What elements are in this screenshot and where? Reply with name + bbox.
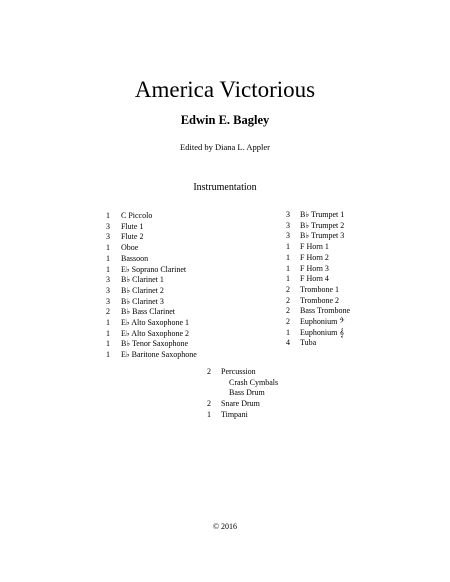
instrument-row <box>106 318 197 329</box>
instrument-name: Trombone 1 <box>300 284 340 294</box>
composer-name: Edwin E. Bagley <box>180 113 270 127</box>
instrument-name: E♭ Alto Saxophone 2 <box>121 328 189 338</box>
instrument-name: E♭ Soprano Clarinet <box>121 264 187 274</box>
instrumentation-heading: Instrumentation <box>193 182 257 193</box>
instrument-quantity: 1 <box>286 252 290 262</box>
instrument-quantity: 3 <box>286 220 290 230</box>
instrument-name: Euphonium 𝄞 <box>300 327 345 337</box>
instrument-row <box>286 231 350 242</box>
instrument-quantity: 2 <box>286 317 290 327</box>
instrument-name: Snare Drum <box>221 399 260 409</box>
instrument-quantity: 1 <box>286 327 290 337</box>
instrument-name: B♭ Clarinet 1 <box>121 275 164 285</box>
instrument-quantity: 1 <box>106 339 110 349</box>
instrument-row <box>286 253 350 264</box>
instrument-row <box>286 306 350 317</box>
instrument-name: Tuba <box>300 338 317 348</box>
instrument-quantity: 1 <box>106 243 110 253</box>
instrument-quantity: 3 <box>106 275 110 285</box>
instrument-name: B♭ Trumpet 1 <box>300 210 345 219</box>
instrument-name: Flute 2 <box>121 232 144 242</box>
instrument-name: B♭ Tenor Saxophone <box>121 339 189 349</box>
instrument-row <box>286 210 350 221</box>
instrument-list-woodwinds <box>106 211 197 361</box>
instrument-quantity: 1 <box>106 253 110 263</box>
instrument-name: F Horn 4 <box>300 274 329 284</box>
instrument-quantity: 3 <box>286 210 290 219</box>
instrument-name: Percussion <box>221 367 256 376</box>
editor-credit: Edited by Diana L. Appler <box>180 142 270 152</box>
instrument-name: Timpani <box>221 409 248 419</box>
instrument-quantity: 4 <box>286 338 290 348</box>
instrument-row <box>106 211 197 222</box>
copyright-notice: © 2016 <box>212 522 238 531</box>
instrument-quantity: 1 <box>106 211 110 220</box>
instrument-row <box>286 317 350 328</box>
instrument-row <box>286 285 350 296</box>
instrument-row <box>286 296 350 307</box>
instrument-row <box>286 338 350 349</box>
instrument-row <box>106 307 197 318</box>
instrument-row <box>286 274 350 285</box>
instrument-row <box>207 378 278 389</box>
instrument-row <box>286 328 350 339</box>
instrument-row <box>106 222 197 233</box>
instrument-row <box>106 232 197 243</box>
instrument-row <box>106 297 197 308</box>
instrument-name: Flute 1 <box>121 221 144 231</box>
instrument-row <box>106 339 197 350</box>
instrument-row <box>207 399 278 410</box>
instrument-quantity: 2 <box>106 307 110 317</box>
instrument-quantity: 1 <box>286 263 290 273</box>
instrument-row <box>286 264 350 275</box>
instrument-row <box>106 243 197 254</box>
instrument-list-percussion <box>207 367 278 421</box>
instrument-name: Oboe <box>121 243 139 253</box>
instrument-row <box>207 388 278 399</box>
page-title: America Victorious <box>134 77 316 102</box>
instrument-name: E♭ Alto Saxophone 1 <box>121 318 189 328</box>
instrument-name: B♭ Trumpet 3 <box>300 231 345 241</box>
instrument-quantity: 1 <box>286 274 290 284</box>
instrument-quantity: 1 <box>106 264 110 274</box>
instrument-quantity: 1 <box>207 409 211 419</box>
instrument-quantity: 1 <box>106 328 110 338</box>
instrument-row <box>106 329 197 340</box>
instrument-quantity: 3 <box>106 296 110 306</box>
instrument-row <box>207 410 278 421</box>
instrument-quantity: 3 <box>286 231 290 241</box>
instrument-name: B♭ Clarinet 3 <box>121 296 164 306</box>
instrument-quantity: 3 <box>106 285 110 295</box>
instrument-name: E♭ Baritone Saxophone <box>121 350 197 360</box>
instrument-name: B♭ Clarinet 2 <box>121 285 164 295</box>
instrument-quantity: 1 <box>106 350 110 360</box>
instrument-quantity: 2 <box>286 284 290 294</box>
instrument-quantity: 3 <box>106 232 110 242</box>
instrument-row <box>106 275 197 286</box>
instrument-quantity: 1 <box>106 318 110 328</box>
instrument-name: F Horn 1 <box>300 242 329 252</box>
instrument-row <box>286 221 350 232</box>
instrument-row <box>106 286 197 297</box>
instrument-row <box>106 265 197 276</box>
instrument-quantity: 2 <box>207 367 211 376</box>
instrument-name: B♭ Bass Clarinet <box>121 307 175 317</box>
instrument-quantity <box>207 378 221 389</box>
instrument-name: Crash Cymbals <box>229 377 279 387</box>
instrument-quantity: 2 <box>286 295 290 305</box>
instrument-name: Bassoon <box>121 253 149 263</box>
instrument-row <box>106 350 197 361</box>
instrument-row <box>286 242 350 253</box>
instrument-name: Bass Trombone <box>300 306 351 316</box>
instrument-name: B♭ Trumpet 2 <box>300 220 345 230</box>
instrument-quantity: 2 <box>286 306 290 316</box>
instrument-name: Bass Drum <box>229 388 265 398</box>
instrument-name: C Piccolo <box>121 211 153 220</box>
instrument-name: F Horn 2 <box>300 252 329 262</box>
instrument-row <box>207 367 278 378</box>
instrument-name: Euphonium 𝄢 <box>300 317 345 327</box>
instrument-row <box>106 254 197 265</box>
instrument-list-brass <box>286 210 350 349</box>
instrument-name: Trombone 2 <box>300 295 340 305</box>
instrument-quantity <box>207 388 221 399</box>
instrument-quantity: 2 <box>207 399 211 409</box>
instrument-quantity: 3 <box>106 221 110 231</box>
instrument-quantity: 1 <box>286 242 290 252</box>
instrument-name: F Horn 3 <box>300 263 329 273</box>
